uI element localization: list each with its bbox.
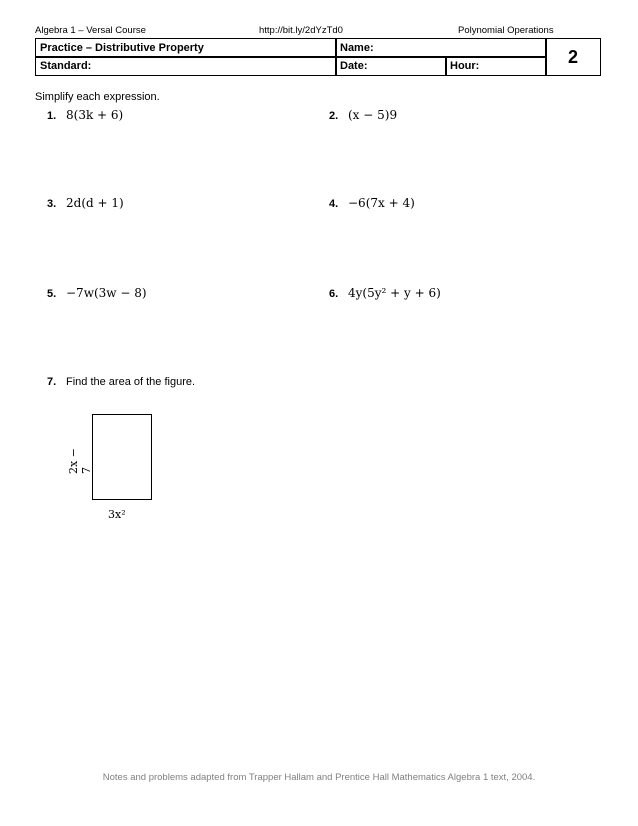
problem-2 <box>329 108 397 122</box>
problem-3 <box>47 196 124 210</box>
problem-expression: −6(7x + 4) <box>348 196 415 210</box>
standard-field-label: Standard: <box>40 60 92 72</box>
footer-credit: Notes and problems adapted from Trapper Hallam and Prentice Hall Mathematics Algebra 1 text, 2004. <box>102 772 536 783</box>
problem-7 <box>47 376 195 388</box>
page-number-divider <box>545 39 547 75</box>
worksheet-title: Practice – Distributive Property <box>40 42 204 54</box>
problem-expression: (x − 5)9 <box>348 108 398 122</box>
header-row-divider <box>36 56 545 58</box>
problem-1 <box>47 108 123 122</box>
date-field-label: Date: <box>340 60 368 72</box>
rectangle-height-label: 2x − 7 <box>67 448 93 474</box>
problem-number: 6. <box>329 288 339 300</box>
problem-expression: −7w(3w − 8) <box>66 286 147 300</box>
unit-name: Polynomial Operations <box>458 25 554 36</box>
problem-number: 5. <box>47 288 57 300</box>
hour-field-label: Hour: <box>450 60 480 72</box>
problem-number: 1. <box>47 110 57 122</box>
course-name: Algebra 1 – Versal Course <box>35 25 146 36</box>
header-column-divider <box>335 39 337 75</box>
problem-6 <box>329 286 441 300</box>
problem-prompt: Find the area of the figure. <box>66 376 196 388</box>
problem-4 <box>329 196 415 210</box>
problem-expression: 4y(5y² + y + 6) <box>348 286 441 300</box>
problem-expression: 2d(d + 1) <box>66 196 124 210</box>
page-number: 2 <box>567 46 578 67</box>
problem-number: 7. <box>47 376 57 388</box>
name-field-label: Name: <box>340 42 374 54</box>
problem-number: 3. <box>47 198 57 210</box>
resource-url[interactable]: http://bit.ly/2dYzTd0 <box>259 25 343 36</box>
problem-5 <box>47 286 147 300</box>
date-hour-divider <box>445 57 447 75</box>
problem-number: 2. <box>329 110 339 122</box>
instructions: Simplify each expression. <box>35 91 160 103</box>
worksheet-header-table <box>35 38 601 76</box>
rectangle-width-label: 3x² <box>108 508 126 521</box>
problem-number: 4. <box>329 198 339 210</box>
rectangle-figure <box>92 414 152 500</box>
problem-expression: 8(3k + 6) <box>66 108 124 122</box>
